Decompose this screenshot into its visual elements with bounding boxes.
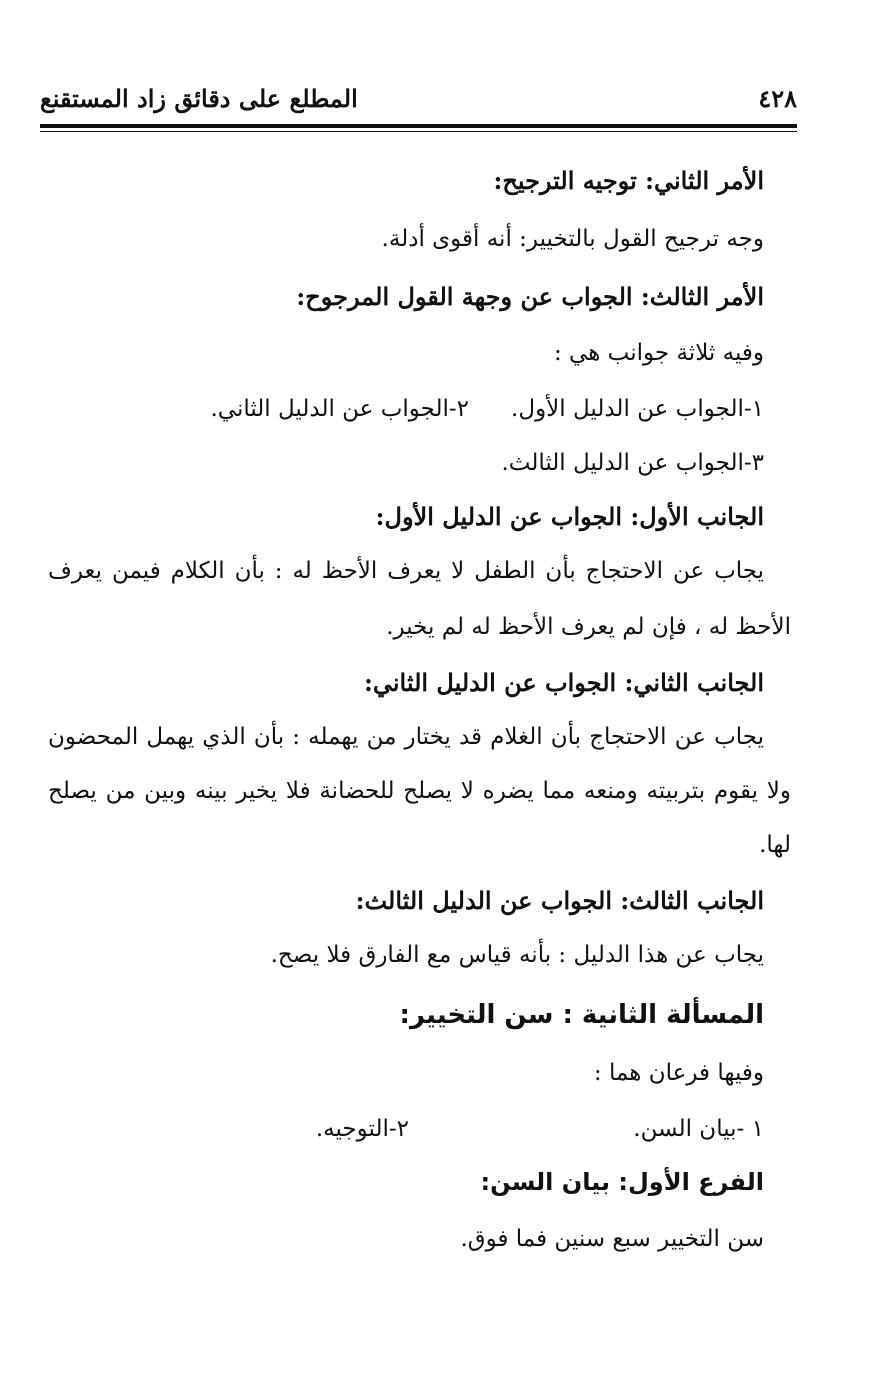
paragraph-janib2-line1: يجاب عن الاحتجاج بأن الغلام قد يختار من يهمله : بأن الذي يهمل المحضون <box>48 724 764 750</box>
paragraph-janib2-line3: لها. <box>759 832 791 858</box>
heading-janib2: الجانب الثاني: الجواب عن الدليل الثاني: <box>364 668 764 697</box>
paragraph-janib3: يجاب عن هذا الدليل : بأنه قياس مع الفارق فلا يصح. <box>270 942 764 968</box>
paragraph-furu: وفيها فرعان هما : <box>593 1060 764 1086</box>
list1-item1: ١-الجواب عن الدليل الأول. <box>511 396 764 422</box>
paragraph-janib2-line2: ولا يقوم بتربيته ومنعه مما يضره لا يصلح للحضانة فلا يخير بينه وبين من يصلح <box>48 778 791 804</box>
header-rule-thin <box>40 131 797 132</box>
heading-far1: الفرع الأول: بيان السن: <box>480 1168 764 1196</box>
paragraph-tawjih: وجه ترجيح القول بالتخيير: أنه أقوى أدلة. <box>381 226 764 252</box>
page-number: ٤٢٨ <box>758 84 797 113</box>
running-title: المطلع على دقائق زاد المستقنع <box>40 84 358 113</box>
heading-janib1: الجانب الأول: الجواب عن الدليل الأول: <box>375 502 764 531</box>
heading-masala2: المسألة الثانية : سن التخيير: <box>399 1000 764 1030</box>
heading-janib3: الجانب الثالث: الجواب عن الدليل الثالث: <box>355 886 764 915</box>
list2-item1: ١ -بيان السن. <box>633 1116 764 1142</box>
page-header <box>40 84 797 120</box>
heading-tawjih: الأمر الثاني: توجيه الترجيح: <box>493 166 764 195</box>
paragraph-janib1-line1: يجاب عن الاحتجاج بأن الطفل لا يعرف الأحظ له : بأن الكلام فيمن يعرف <box>48 558 764 584</box>
paragraph-janib1-line2: الأحظ له ، فإن لم يعرف الأحظ له لم يخير. <box>386 614 791 640</box>
header-rule-thick <box>40 124 797 128</box>
list1-item3: ٣-الجواب عن الدليل الثالث. <box>501 450 764 476</box>
heading-jawab: الأمر الثالث: الجواب عن وجهة القول المرجوح: <box>296 282 764 311</box>
list1-item2: ٢-الجواب عن الدليل الثاني. <box>210 396 469 422</box>
paragraph-far1: سن التخيير سبع سنين فما فوق. <box>460 1226 764 1252</box>
paragraph-jawanib: وفيه ثلاثة جوانب هي : <box>554 340 764 366</box>
list2-item2: ٢-التوجيه. <box>315 1116 409 1142</box>
